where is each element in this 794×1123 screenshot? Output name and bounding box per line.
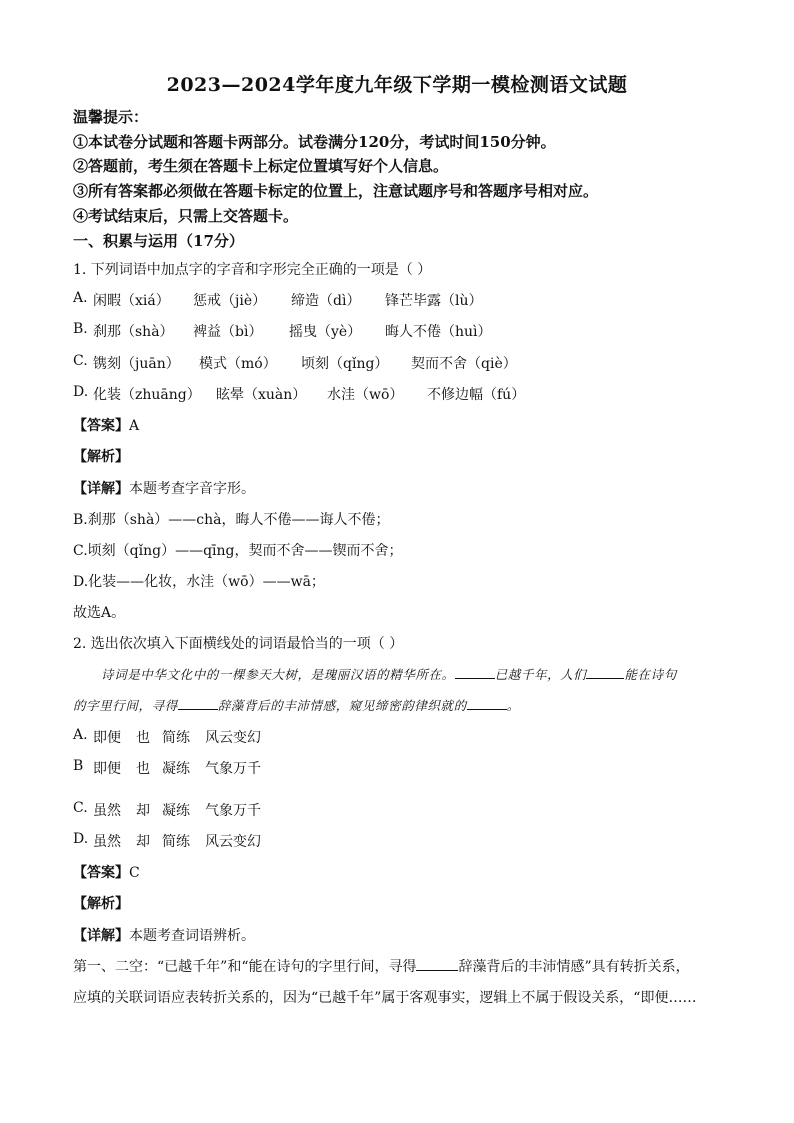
answer-line — [73, 415, 139, 435]
detail-text: 本题考查词语辨析。 — [129, 928, 255, 944]
option-word: 简练 — [162, 730, 190, 746]
passage-line-1 — [101, 665, 677, 683]
option-c: C. — [73, 353, 88, 369]
passage-line-2 — [73, 696, 520, 714]
option-b: B — [73, 758, 84, 774]
option-word: 惩戒（jiè） — [193, 293, 267, 309]
option-word: 闲暇（xiá） — [93, 293, 170, 309]
option-c: C. — [73, 800, 88, 816]
question-stem: 1. 下列词语中加点字的字音和字形完全正确的一项是（ ） — [73, 262, 432, 278]
option-d: D. — [73, 384, 89, 400]
analysis-line — [73, 956, 690, 976]
option-word: 气象万千 — [205, 761, 261, 777]
answer-tag: 【答案】 — [73, 865, 129, 881]
notice-heading: 温馨提示： — [73, 108, 149, 126]
fill-blank — [467, 697, 507, 710]
fill-blank — [416, 958, 458, 971]
option-word: 镌刻（juān） — [93, 356, 180, 372]
analysis-line: 故选A。 — [73, 605, 126, 621]
fill-blank — [178, 697, 218, 710]
option-word: 化装（zhuāng） — [93, 387, 201, 403]
option-word: 晦人不倦（huì） — [385, 324, 492, 340]
option-word: 也 — [136, 761, 150, 777]
detail-tag: 【详解】 — [73, 481, 129, 497]
option-word: 气象万千 — [205, 803, 261, 819]
option-a: A. — [73, 727, 88, 743]
option-letter: A. — [73, 290, 88, 306]
fill-blank — [455, 666, 495, 679]
analysis-line: D.化装——化妆，水洼（wō）——wā； — [73, 574, 325, 590]
passage-text: 诗词是中华文化中的一棵参天大树，是瑰丽汉语的精华所在。 — [101, 667, 455, 682]
option-word: 也 — [136, 730, 150, 746]
answer-value: A — [129, 418, 140, 434]
option-word: 裨益（bì） — [193, 324, 263, 340]
fill-blank — [586, 666, 624, 679]
detail-text: 本题考查字音字形。 — [129, 481, 255, 497]
answer-tag: 【答案】 — [73, 418, 129, 434]
option-word: 风云变幻 — [205, 730, 261, 746]
option-word: 锋芒毕露（lù） — [385, 293, 483, 309]
option-word: 即便 — [93, 730, 121, 746]
option-word: 却 — [136, 834, 150, 850]
answer-line — [73, 862, 140, 882]
option-word: 水洼（wō） — [327, 387, 404, 403]
answer-value: C — [129, 865, 140, 881]
notice-item: ②答题前，考生须在答题卡上标定位置填写好个人信息。 — [73, 157, 449, 175]
notice-item: ④考试结束后，只需上交答题卡。 — [73, 207, 299, 225]
option-word: 凝练 — [162, 803, 190, 819]
notice-item: ③所有答案都必须做在答题卡标定的位置上，注意试题序号和答题序号相对应。 — [73, 182, 599, 200]
passage-text: 的字里行间，寻得 — [73, 698, 178, 713]
analysis-line: C.顷刻（qǐng）——qīng，契而不舍——锲而不舍； — [73, 543, 403, 559]
analysis-line: 应填的关联词语应表转折关系的，因为“已越千年”属于客观事实，逻辑上不属于假设关系，“即便…… — [73, 990, 697, 1006]
option-word: 即便 — [93, 761, 121, 777]
option-word: 摇曳（yè） — [289, 324, 362, 340]
analysis-line: B.刹那（shà）——chà，晦人不倦——诲人不倦； — [73, 512, 390, 528]
detail-tag: 【详解】 — [73, 928, 129, 944]
option-word: 虽然 — [93, 803, 121, 819]
analysis-text: 辞藻背后的丰沛情感”具有转折关系， — [458, 959, 690, 975]
option-word: 风云变幻 — [205, 834, 261, 850]
option-a — [73, 290, 88, 306]
analysis-text: 第一、二空：“已越千年”和“能在诗句的字里行间，寻得 — [73, 959, 417, 975]
option-word: 顷刻（qǐng） — [301, 356, 389, 372]
option-word: 不修边幅（fú） — [427, 387, 526, 403]
detail-line — [73, 925, 255, 945]
passage-text: 。 — [506, 698, 520, 713]
option-word: 契而不舍（qiè） — [411, 356, 517, 372]
analysis-tag: 【解析】 — [73, 896, 129, 912]
notice-item: ①本试卷分试题和答题卡两部分。试卷满分120分，考试时间150分钟。 — [73, 133, 556, 151]
question-stem: 2. 选出依次填入下面横线处的词语最恰当的一项（ ） — [73, 636, 404, 652]
option-d: D. — [73, 831, 89, 847]
passage-text: 已越千年，人们 — [494, 667, 587, 682]
passage-text: 能在诗句 — [624, 667, 677, 682]
passage-text: 辞藻背后的丰沛情感，窥见缔密韵律织就的 — [217, 698, 467, 713]
option-word: 眩晕（xuàn） — [216, 387, 307, 403]
analysis-tag: 【解析】 — [73, 449, 129, 465]
option-word: 却 — [136, 803, 150, 819]
option-word: 模式（mó） — [199, 356, 277, 372]
option-b: B. — [73, 321, 88, 337]
detail-line — [73, 478, 255, 498]
page-title: 2023—2024学年度九年级下学期一模检测语文试题 — [166, 74, 628, 96]
option-word: 缔造（dì） — [291, 293, 361, 309]
option-word: 凝练 — [162, 761, 190, 777]
section-heading: 一、积累与运用（17分） — [73, 232, 244, 250]
option-word: 虽然 — [93, 834, 121, 850]
option-word: 简练 — [162, 834, 190, 850]
option-word: 刹那（shà） — [93, 324, 174, 340]
